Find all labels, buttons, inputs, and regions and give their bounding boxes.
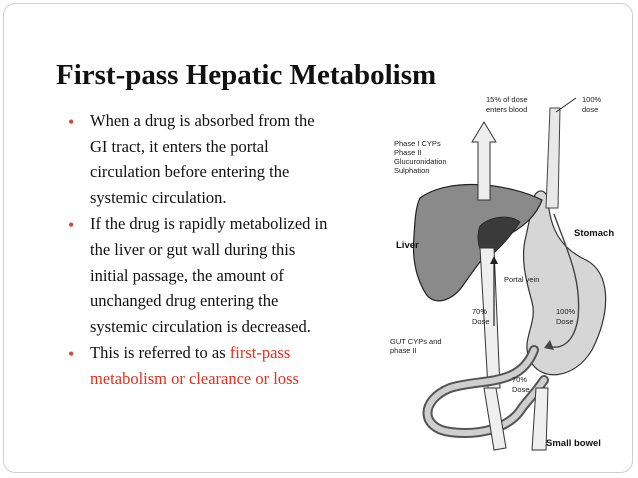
- phase-label-2: Phase II: [394, 148, 422, 157]
- slide-title: First-pass Hepatic Metabolism: [56, 59, 437, 91]
- dose-100-label-2: dose: [582, 105, 599, 114]
- bullet-text: circulation before entering the: [90, 162, 290, 182]
- dose-70a-label-1: 70%: [472, 307, 488, 316]
- phase-label-4: Sulphation: [394, 166, 430, 175]
- gut-label-2: phase II: [390, 346, 417, 355]
- dose-70b-label-1: 70%: [512, 375, 528, 384]
- phase-label-3: Glucuronidation: [394, 157, 447, 166]
- bullet-item: [68, 108, 368, 210]
- bullet-text: the liver or gut wall during this: [90, 239, 296, 259]
- bullet-item: [68, 340, 368, 391]
- bullet-text: When a drug is absorbed from the: [90, 111, 315, 130]
- highlight-text: first-pass: [229, 343, 291, 363]
- small-bowel-label: Small bowel: [546, 438, 601, 449]
- highlight-text: metabolism or clearance or loss: [90, 368, 299, 388]
- bullet-icon: •: [68, 112, 75, 132]
- dose-arrow: [556, 98, 576, 112]
- bullet-text: GI tract, it enters the portal: [90, 136, 269, 156]
- bullet-text: initial passage, the amount of: [90, 265, 284, 285]
- bowel-tube-shape: [484, 388, 506, 450]
- dose-100b-label-2: Dose: [556, 317, 574, 326]
- bullet-item: [68, 211, 368, 339]
- first-pass-diagram: [360, 88, 630, 460]
- bullet-text: unchanged drug entering the: [90, 291, 279, 311]
- bullet-text: systemic circulation is decreased.: [90, 316, 311, 336]
- dose-100-label-1: 100%: [582, 95, 602, 104]
- liver-label: Liver: [396, 240, 419, 251]
- phase-label-1: Phase I CYPs: [394, 139, 441, 148]
- dose-70a-label-2: Dose: [472, 317, 490, 326]
- bullet-icon: •: [68, 344, 75, 365]
- bullet-icon: •: [68, 215, 75, 236]
- bullet-text: This is referred to as: [90, 343, 230, 363]
- dose-100b-label-1: 100%: [556, 307, 576, 316]
- esophagus-shape: [546, 108, 560, 208]
- bullet-text: If the drug is rapidly metabolized in: [90, 214, 328, 234]
- gut-label-1: GUT CYPs and: [390, 337, 442, 346]
- portal-vein-label: Portal vein: [504, 275, 540, 284]
- dose-blood-label-1: 15% of dose: [486, 95, 528, 104]
- dose-70b-label-2: Dose: [512, 385, 530, 394]
- bullet-text: systemic circulation.: [90, 187, 227, 207]
- stomach-label: Stomach: [574, 228, 615, 239]
- bullet-list: [68, 108, 368, 393]
- dose-blood-label-2: enters blood: [486, 105, 528, 114]
